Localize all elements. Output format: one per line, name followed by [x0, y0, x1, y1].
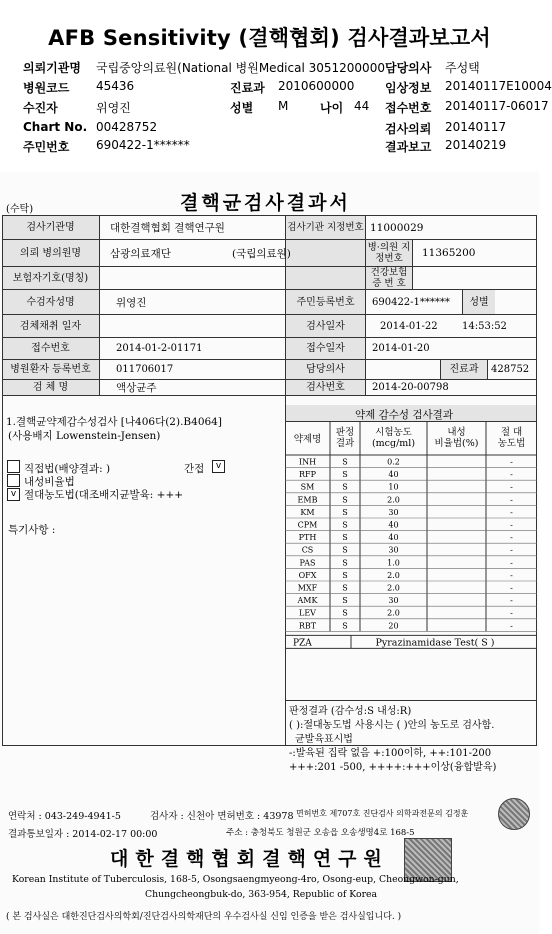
value-patient: 위영진 [96, 101, 131, 115]
label-test-no: 검사번호 [306, 382, 345, 393]
value-test-no: 2014-20-00798 [372, 382, 449, 393]
legend-line-1: 판정결과 (감수성:S 내성:R) [289, 706, 412, 717]
label-doctor-form: 담당의사 [306, 364, 345, 375]
cell-abs: - [510, 545, 513, 555]
label-receipt-date: 접수일자 [306, 343, 345, 354]
label-age: 나이 [320, 101, 344, 115]
label-request-hospital: 의뢰 병의원명 [19, 247, 82, 259]
cell-result: S [342, 583, 348, 593]
footer-notify-time: 결과통보일자 : 2014-02-17 00:00 [8, 829, 158, 840]
cell-result: S [342, 558, 348, 568]
legend-line-5: +++:201 -500, ++++:+++이상(융합발육) [289, 762, 497, 773]
cell-drug: PAS [299, 558, 316, 568]
cell-conc: 30 [388, 545, 399, 555]
cell-result: S [342, 570, 348, 580]
direct-checkbox [7, 460, 20, 473]
cell-drug: INH [298, 457, 317, 467]
cell-result: S [342, 533, 348, 543]
indirect-label: 간접 [184, 463, 205, 475]
footer-note: ( 본 검사실은 대한진단검사의학회/진단검사의학재단의 우수검사실 신임 인증을 받은 검사실입니다. ) [6, 912, 402, 922]
header-cell-1: 결과 [335, 438, 355, 449]
cell-drug: RFP [299, 470, 316, 480]
method-line-2: (사용배지 Lowenstein-Jensen) [8, 430, 161, 442]
circular-seal [498, 798, 530, 830]
label-dept: 진료과 [230, 81, 265, 95]
value-inspection-org: 대한결핵협회 결핵연구원 [110, 222, 225, 234]
cell-conc: 30 [388, 507, 399, 517]
value-doctor: 주성택 [445, 61, 480, 75]
cell-conc: 2.0 [387, 608, 400, 618]
cell-abs: - [510, 482, 513, 492]
label-report-date: 결과보고 [385, 140, 432, 154]
value-dept: 2010600000 [278, 79, 355, 93]
label-sex-form: 성별 [463, 290, 495, 314]
label-inspection-org: 검사기관명 [26, 222, 75, 233]
value-receipt-date: 2014-01-20 [372, 343, 430, 354]
cell-result: S [342, 507, 348, 517]
cell-abs: - [510, 520, 513, 530]
rule [285, 700, 537, 701]
label-receipt-no: 접수번호 [385, 101, 432, 115]
label-dept-form: 진료과 [441, 360, 487, 379]
legend-line-4: -:발육된 집락 없음 +:100이하, ++:101-200 [289, 748, 492, 759]
footer-license: 면허번호 제707호 진단검사 의학과전문의 김정훈 [296, 809, 469, 818]
label-clinical-info: 임상정보 [385, 81, 432, 95]
indirect-checkbox: v [212, 460, 225, 473]
value-receipt-no-form: 2014-01-2-01171 [116, 343, 203, 354]
cell-result: S [342, 520, 348, 530]
value-request-date: 20140117 [445, 120, 507, 134]
sensitivity-table [285, 421, 537, 658]
cell-conc: 30 [388, 596, 399, 606]
cell-conc: 20 [388, 621, 399, 631]
label-specimen: 검 체 명 [32, 382, 69, 393]
label-insurer: 보험자기호(명칭) [12, 272, 89, 284]
cell-drug: OFX [298, 570, 317, 580]
value-request-hospital-note: (국립의료원) [232, 247, 291, 260]
label-chart-no: Chart No. [23, 120, 88, 134]
label-doctor: 담당의사 [385, 61, 432, 75]
footer-english-2: Chungcheongbuk-do, 363-954, Republic of Korea [145, 889, 378, 900]
direct-label: 직접법(배양결과: ) [24, 463, 111, 475]
header-cell-2: (mcg/ml) [371, 438, 416, 449]
label-receipt-no-form: 접수번호 [31, 343, 70, 354]
label-patient-reg: 병원환자 등록번호 [10, 364, 91, 375]
cell-abs: - [510, 621, 513, 631]
cell-result: S [342, 608, 348, 618]
label-hospital-code: 병원코드 [23, 81, 70, 95]
cell-drug: RBT [298, 621, 317, 631]
label-collect-date: 검체채취 일자 [19, 320, 82, 332]
rule [99, 215, 100, 395]
value-chart-no: 00428752 [96, 120, 158, 134]
cell-drug: SM [300, 482, 315, 492]
label-test-date: 검사일자 [306, 320, 345, 332]
cell-abs: - [510, 583, 513, 593]
method-line-1: 1.결핵균약제감수성검사 [나406다(2).B4064] [6, 416, 222, 428]
cell-conc: 10 [388, 482, 399, 492]
header-cell-0: 약제명 [293, 434, 322, 445]
header-cell-3: 내성 [447, 427, 466, 438]
value-inspection-id: 11000029 [370, 221, 424, 234]
cell-conc: 40 [388, 533, 399, 543]
value-report-date: 20140219 [445, 138, 507, 152]
label-hospital-id: 병·의원 지정번호 [367, 242, 411, 264]
ratio-checkbox [7, 474, 20, 487]
cell-result: S [342, 545, 348, 555]
scanned-form [0, 172, 539, 934]
sensitivity-title: 약제 감수성 검사결과 [355, 409, 453, 421]
legend-line-2: ( ):절대농도법 사용시는 ( )안의 농도로 검사함. [289, 720, 495, 731]
report-title: AFB Sensitivity (결핵협회) 검사결과보고서 [48, 26, 491, 50]
cell-drug: CPM [297, 520, 318, 530]
label-requesting-org: 의뢰기관명 [23, 61, 81, 75]
cell-drug: LEV [299, 608, 316, 618]
cell-abs: - [510, 495, 513, 505]
cell-abs: - [510, 507, 513, 517]
cell-result: S [342, 495, 348, 505]
cell-result: S [342, 596, 348, 606]
label-inspection-id: 검사기관 지정번호 [287, 222, 364, 233]
label-insured: 건강보험 증 번 호 [366, 267, 412, 289]
cell-result: S [342, 470, 348, 480]
rule [487, 359, 488, 379]
value-hospital-id: 11365200 [422, 247, 476, 259]
value-requesting-org: 국립중앙의료원(National 병원Medical 3051200000 [96, 61, 385, 75]
ratio-label: 내성비율법 [24, 476, 75, 488]
received-tag: (수탁) [6, 204, 34, 215]
value-test-date: 2014-01-22 [380, 320, 438, 332]
cell-result: S [342, 482, 348, 492]
cell-abs: - [510, 608, 513, 618]
header-cell-3: 비율법(%) [434, 438, 479, 449]
cell-conc: 2.0 [387, 570, 400, 580]
value-test-time: 14:53:52 [462, 320, 507, 332]
cell-drug: MXF [297, 583, 318, 593]
label-patient: 수진자 [23, 101, 58, 115]
footer-inspector: 검사자 : 신천아 면허번호 : 43978 [150, 811, 294, 822]
cell-conc: 40 [388, 520, 399, 530]
pza-value: Pyrazinamidase Test( S ) [375, 637, 495, 649]
label-request-date: 검사의뢰 [385, 122, 432, 136]
cell-result: S [342, 621, 348, 631]
label-sex: 성별 [230, 101, 254, 115]
footer-institute: 대한결핵협회결핵연구원 [110, 848, 389, 870]
value-receipt-no: 20140117-06017 [445, 99, 549, 113]
cell-drug: PTH [298, 533, 317, 543]
label-resident-no-form: 주민등록번호 [296, 296, 355, 308]
cell-drug: CS [301, 545, 314, 555]
value-sex: M [278, 99, 289, 113]
footer-contact: 연락처 : 043-249-4941-5 [8, 811, 121, 822]
value-request-hospital: 삼광의료재단 [110, 247, 171, 260]
header-cell-1: 판정 [335, 427, 355, 438]
form-title: 결핵균검사결과서 [180, 192, 351, 214]
value-dept-form: 428752 [491, 364, 530, 375]
cell-result: S [342, 457, 348, 467]
cell-drug: KM [300, 507, 315, 517]
value-resident-no: 690422-1****** [96, 138, 190, 152]
value-age: 44 [354, 99, 370, 113]
label-patient-name: 수검자성명 [26, 296, 75, 308]
value-resident-no-form: 690422-1****** [372, 296, 450, 308]
label-resident-no: 주민번호 [23, 140, 70, 154]
cell-drug: EMB [297, 495, 318, 505]
cell-abs: - [510, 470, 513, 480]
rule [2, 395, 537, 396]
header-cell-4: 절 대 [500, 427, 523, 438]
header-cell-2: 시험농도 [375, 427, 412, 438]
cell-conc: 0.2 [387, 457, 400, 467]
header-cell-4: 농도법 [497, 438, 526, 449]
cell-conc: 2.0 [387, 495, 400, 505]
value-patient-reg: 011706017 [116, 364, 174, 375]
rule [412, 239, 413, 266]
absolute-checkbox: v [7, 488, 20, 501]
pza-label: PZA [293, 638, 312, 649]
value-hospital-code: 45436 [96, 79, 135, 93]
cell-abs: - [510, 457, 513, 467]
footer-address: 주소 : 충청북도 청원군 오송읍 오송생명4로 168-5 [226, 828, 415, 838]
rule [412, 266, 413, 289]
cell-conc: 1.0 [387, 558, 400, 568]
legend-line-3: 균발육표시법 [295, 734, 353, 745]
cell-conc: 2.0 [387, 583, 400, 593]
cell-drug: AMK [297, 596, 318, 606]
footer-english-1: Korean Institute of Tuberculosis, 168-5, Osongsaengmyeong-4ro, Osong-eup, Cheongwon-gun, [12, 874, 459, 885]
cell-abs: - [510, 596, 513, 606]
value-patient-name: 위영진 [116, 296, 147, 309]
cell-conc: 40 [388, 470, 399, 480]
value-clinical-info: 20140117E10004 [445, 79, 552, 93]
cell-abs: - [510, 533, 513, 543]
cell-abs: - [510, 570, 513, 580]
special-notes-label: 특기사항 : [8, 524, 56, 536]
cell-abs: - [510, 558, 513, 568]
value-specimen: 액상균주 [116, 382, 157, 394]
absolute-label: 절대농도법(대조배지균발육: +++ [24, 489, 184, 501]
